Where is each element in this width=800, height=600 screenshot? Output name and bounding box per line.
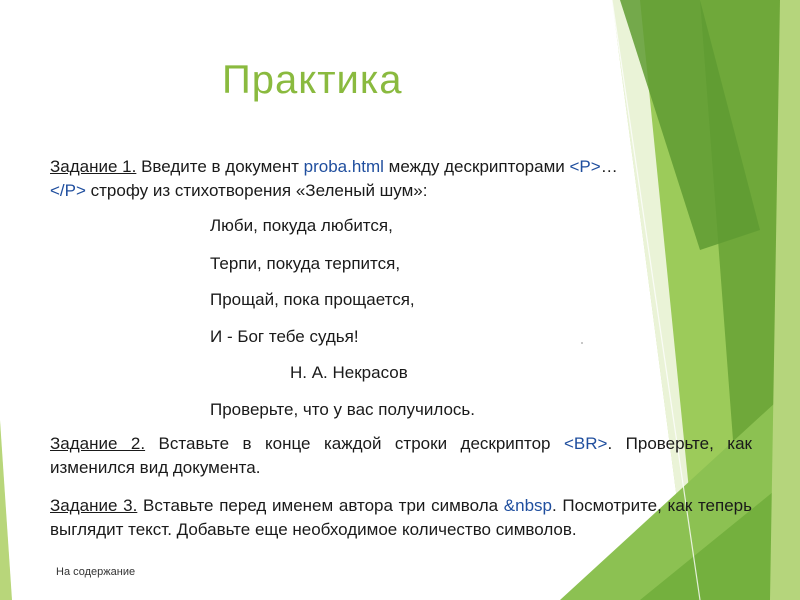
task-1-file: proba.html (303, 157, 384, 176)
task-2-label: Задание 2. (50, 434, 146, 453)
task-1 (50, 155, 752, 203)
verse-line: Люби, покуда любится, (210, 216, 393, 235)
task-2-text-b: . Проверьте, как изменился вид документа. (50, 434, 752, 477)
task-1-text-a: Введите в документ (136, 157, 304, 176)
task-1-text-b: между дескрипторами (383, 157, 570, 176)
verse-line: Терпи, покуда терпится, (210, 254, 401, 273)
task-3 (50, 494, 752, 542)
task-2-tag: <BR> (563, 434, 608, 453)
task-2-text-a: Вставьте в конце каждой строки дескриптор (145, 434, 564, 453)
table-of-contents-link[interactable]: На содержание (56, 566, 136, 578)
slide-title: Практика (222, 58, 403, 102)
stray-dot (581, 342, 583, 344)
left-green-sliver (0, 420, 12, 600)
task-3-label: Задание 3. (50, 496, 138, 515)
task-1-label: Задание 1. (50, 157, 137, 176)
task-1-text-c: строфу из стихотворения «Зеленый шум»: (85, 181, 428, 200)
task-3-text-a: Вставьте перед именем автора три символа (137, 496, 504, 515)
verse-author: Н. А. Некрасов (290, 363, 408, 382)
verse-line: И - Бог тебе судья! (210, 327, 359, 346)
task-2 (50, 432, 752, 480)
check-instruction: Проверьте, что у вас получилось. (210, 400, 475, 419)
task-1-tag-open: <P> (569, 157, 601, 176)
task-3-text-b: . Посмотрите, как теперь выглядит текст. Добавьте еще необходимое количество символов. (50, 496, 752, 539)
task-3-entity: &nbsp (503, 496, 552, 515)
task-1-tag-close: </P> (50, 181, 86, 200)
task-1-ellipsis: … (600, 157, 618, 176)
verse-line: Прощай, пока прощается, (210, 290, 415, 309)
